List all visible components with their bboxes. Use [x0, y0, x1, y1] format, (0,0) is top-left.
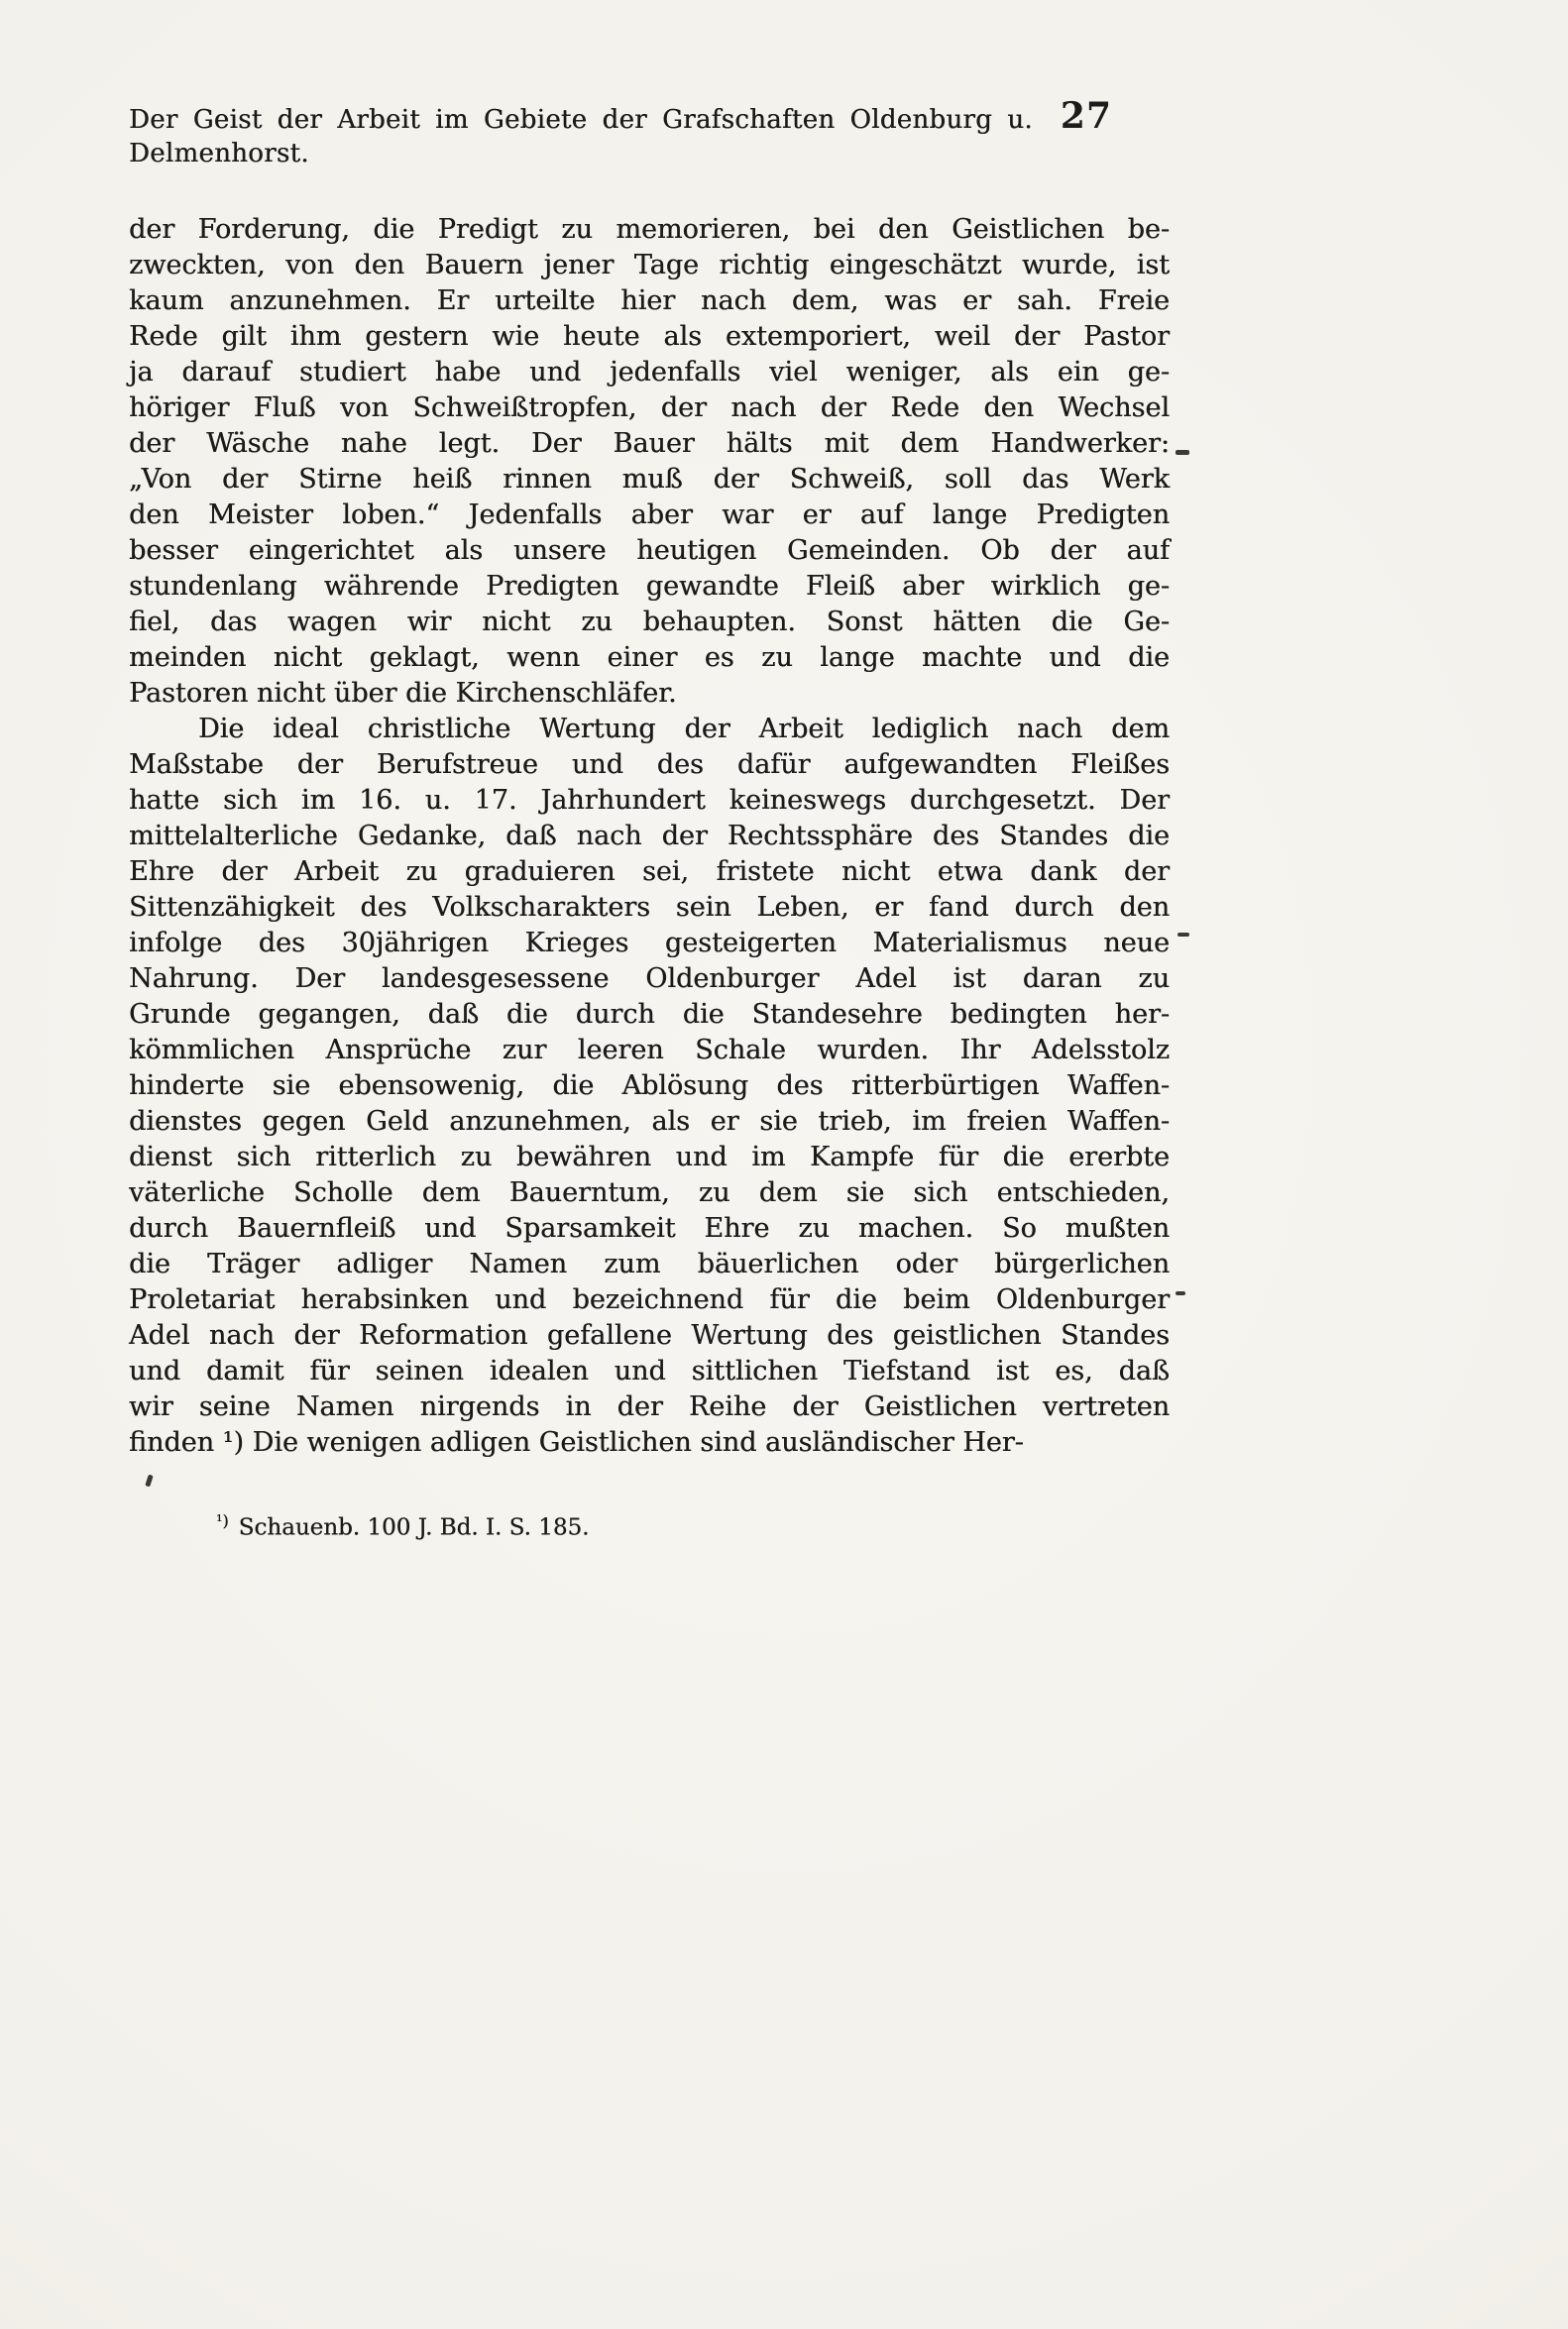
text-line: Sittenzähigkeit des Volkscharakters sein Leben, er fand durch den — [129, 892, 1170, 923]
text-line: wir seine Namen nirgends in der Reihe der Geistlichen vertreten — [129, 1391, 1170, 1422]
text-line: der Forderung, die Predigt zu memorieren, bei den Geistlichen be- — [129, 214, 1170, 245]
text-line: Maßstabe der Berufstreue und des dafür aufgewandten Fleißes — [129, 749, 1170, 780]
text-line: dienst sich ritterlich zu bewähren und im Kampfe für die ererbte — [129, 1142, 1170, 1172]
text-line: die Träger adliger Namen zum bäuerlichen oder bürgerlichen — [129, 1249, 1170, 1279]
text-line: den Meister loben.“ Jedenfalls aber war er auf lange Predigten — [129, 499, 1170, 530]
footnote-text: Schauenb. 100 J. Bd. I. S. 185. — [238, 1514, 590, 1541]
text-line: dienstes gegen Geld anzunehmen, als er sie trieb, im freien Waffen- — [129, 1106, 1170, 1137]
text-line: besser eingerichtet als unsere heutigen Gemeinden. Ob der auf — [129, 535, 1170, 566]
text-line: finden ¹) Die wenigen adligen Geistlichen sind ausländischer Her- — [129, 1427, 1024, 1458]
text-line: ja darauf studiert habe und jedenfalls viel weniger, als ein ge- — [129, 357, 1170, 388]
text-line: väterliche Scholle dem Bauerntum, zu dem sie sich entschieden, — [129, 1177, 1170, 1208]
text-line: Proletariat herabsinken und bezeichnend für die beim Oldenburger — [129, 1284, 1170, 1315]
text-line: „Von der Stirne heiß rinnen muß der Schweiß, soll das Werk — [129, 464, 1170, 495]
running-title: Der Geist der Arbeit im Gebiete der Grafschaften Oldenburg u. Delmenhorst. — [129, 105, 1033, 168]
scan-artifact — [1176, 1291, 1185, 1295]
page-number: 27 — [1060, 95, 1112, 137]
text-line: zweckten, von den Bauern jener Tage richtig eingeschätzt wurde, ist — [129, 250, 1170, 280]
text-line: Ehre der Arbeit zu graduieren sei, fristete nicht etwa dank der — [129, 856, 1170, 887]
text-line: Die ideal christliche Wertung der Arbeit lediglich nach dem — [198, 714, 1170, 744]
text-line: fiel, das wagen wir nicht zu behaupten. Sonst hätten die Ge- — [129, 607, 1170, 637]
text-line: kömmlichen Ansprüche zur leeren Schale wurden. Ihr Adelsstolz — [129, 1035, 1170, 1065]
footnote — [216, 1506, 1568, 1543]
paragraph — [129, 712, 1170, 1461]
footnote-marker: ¹) — [216, 1511, 229, 1530]
text-line: hatte sich im 16. u. 17. Jahrhundert keineswegs durchgesetzt. Der — [129, 785, 1170, 816]
text-line: kaum anzunehmen. Er urteilte hier nach dem, was er sah. Freie — [129, 285, 1170, 316]
scan-artifact — [1176, 450, 1189, 455]
text-line: meinden nicht geklagt, wenn einer es zu lange machte und die — [129, 642, 1170, 673]
text-line: infolge des 30jährigen Krieges gesteigerten Materialismus neue — [129, 928, 1170, 958]
body-text — [129, 212, 1170, 1461]
scan-artifact — [145, 1475, 153, 1488]
text-line: der Wäsche nahe legt. Der Bauer hälts mit dem Handwerker: — [129, 428, 1170, 459]
text-line: Nahrung. Der landesgesessene Oldenburger Adel ist daran zu — [129, 963, 1170, 994]
text-line: Adel nach der Reformation gefallene Wertung des geistlichen Standes — [129, 1320, 1170, 1351]
text-line: durch Bauernfleiß und Sparsamkeit Ehre zu machen. So mußten — [129, 1213, 1170, 1244]
scan-artifact — [1177, 933, 1189, 937]
text-line: Grunde gegangen, daß die durch die Standesehre bedingten her- — [129, 999, 1170, 1030]
text-line: Pastoren nicht über die Kirchenschläfer. — [129, 678, 677, 709]
text-line: mittelalterliche Gedanke, daß nach der Rechtssphäre des Standes die — [129, 821, 1170, 851]
text-line: und damit für seinen idealen und sittlichen Tiefstand ist es, daß — [129, 1356, 1170, 1386]
text-line: höriger Fluß von Schweißtropfen, der nach der Rede den Wechsel — [129, 392, 1170, 423]
text-line: Rede gilt ihm gestern wie heute als extemporiert, weil der Pastor — [129, 321, 1170, 352]
text-line: hinderte sie ebensowenig, die Ablösung des ritterbürtigen Waffen- — [129, 1070, 1170, 1101]
page-header — [0, 0, 1112, 170]
paragraph — [129, 212, 1170, 712]
text-line: stundenlang währende Predigten gewandte Fleiß aber wirklich ge- — [129, 571, 1170, 602]
